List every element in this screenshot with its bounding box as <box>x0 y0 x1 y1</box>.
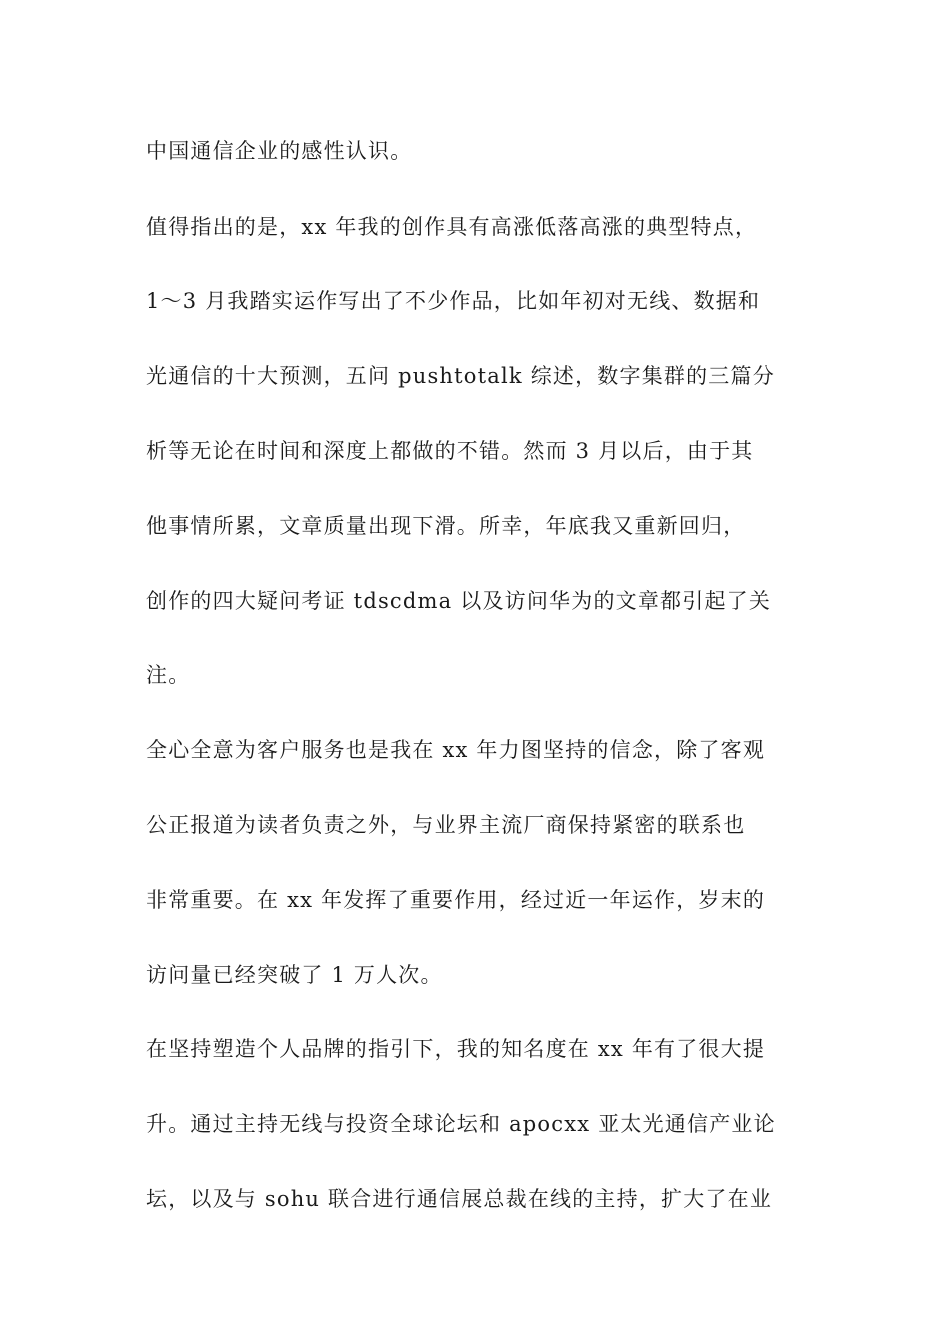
text-line: 公正报道为读者负责之外，与业界主流厂商保持紧密的联系也 <box>146 813 746 837</box>
text-line: 注。 <box>146 663 191 687</box>
text-line: 非常重要。在 xx 年发挥了重要作用，经过近一年运作，岁末的 <box>146 888 766 912</box>
text-line: 光通信的十大预测，五问 pushtotalk 综述，数字集群的三篇分 <box>146 364 775 388</box>
text-line: 在坚持塑造个人品牌的指引下，我的知名度在 xx 年有了很大提 <box>146 1037 766 1061</box>
text-line: 升。通过主持无线与投资全球论坛和 apocxx 亚太光通信产业论 <box>146 1112 776 1136</box>
text-line: 他事情所累，文章质量出现下滑。所幸，年底我又重新回归， <box>146 514 746 538</box>
text-line: 创作的四大疑问考证 tdscdma 以及访问华为的文章都引起了关 <box>146 589 772 613</box>
text-line: 访问量已经突破了 1 万人次。 <box>146 963 443 987</box>
text-line: 坛，以及与 sohu 联合进行通信展总裁在线的主持，扩大了在业 <box>146 1187 773 1211</box>
text-line: 析等无论在时间和深度上都做的不错。然而 3 月以后，由于其 <box>146 439 754 463</box>
text-line: 全心全意为客户服务也是我在 xx 年力图坚持的信念，除了客观 <box>146 738 766 762</box>
text-line: 中国通信企业的感性认识。 <box>146 139 413 163</box>
text-line: 值得指出的是，xx 年我的创作具有高涨低落高涨的典型特点， <box>146 215 758 239</box>
text-line: 1～3 月我踏实运作写出了不少作品，比如年初对无线、数据和 <box>146 289 761 313</box>
